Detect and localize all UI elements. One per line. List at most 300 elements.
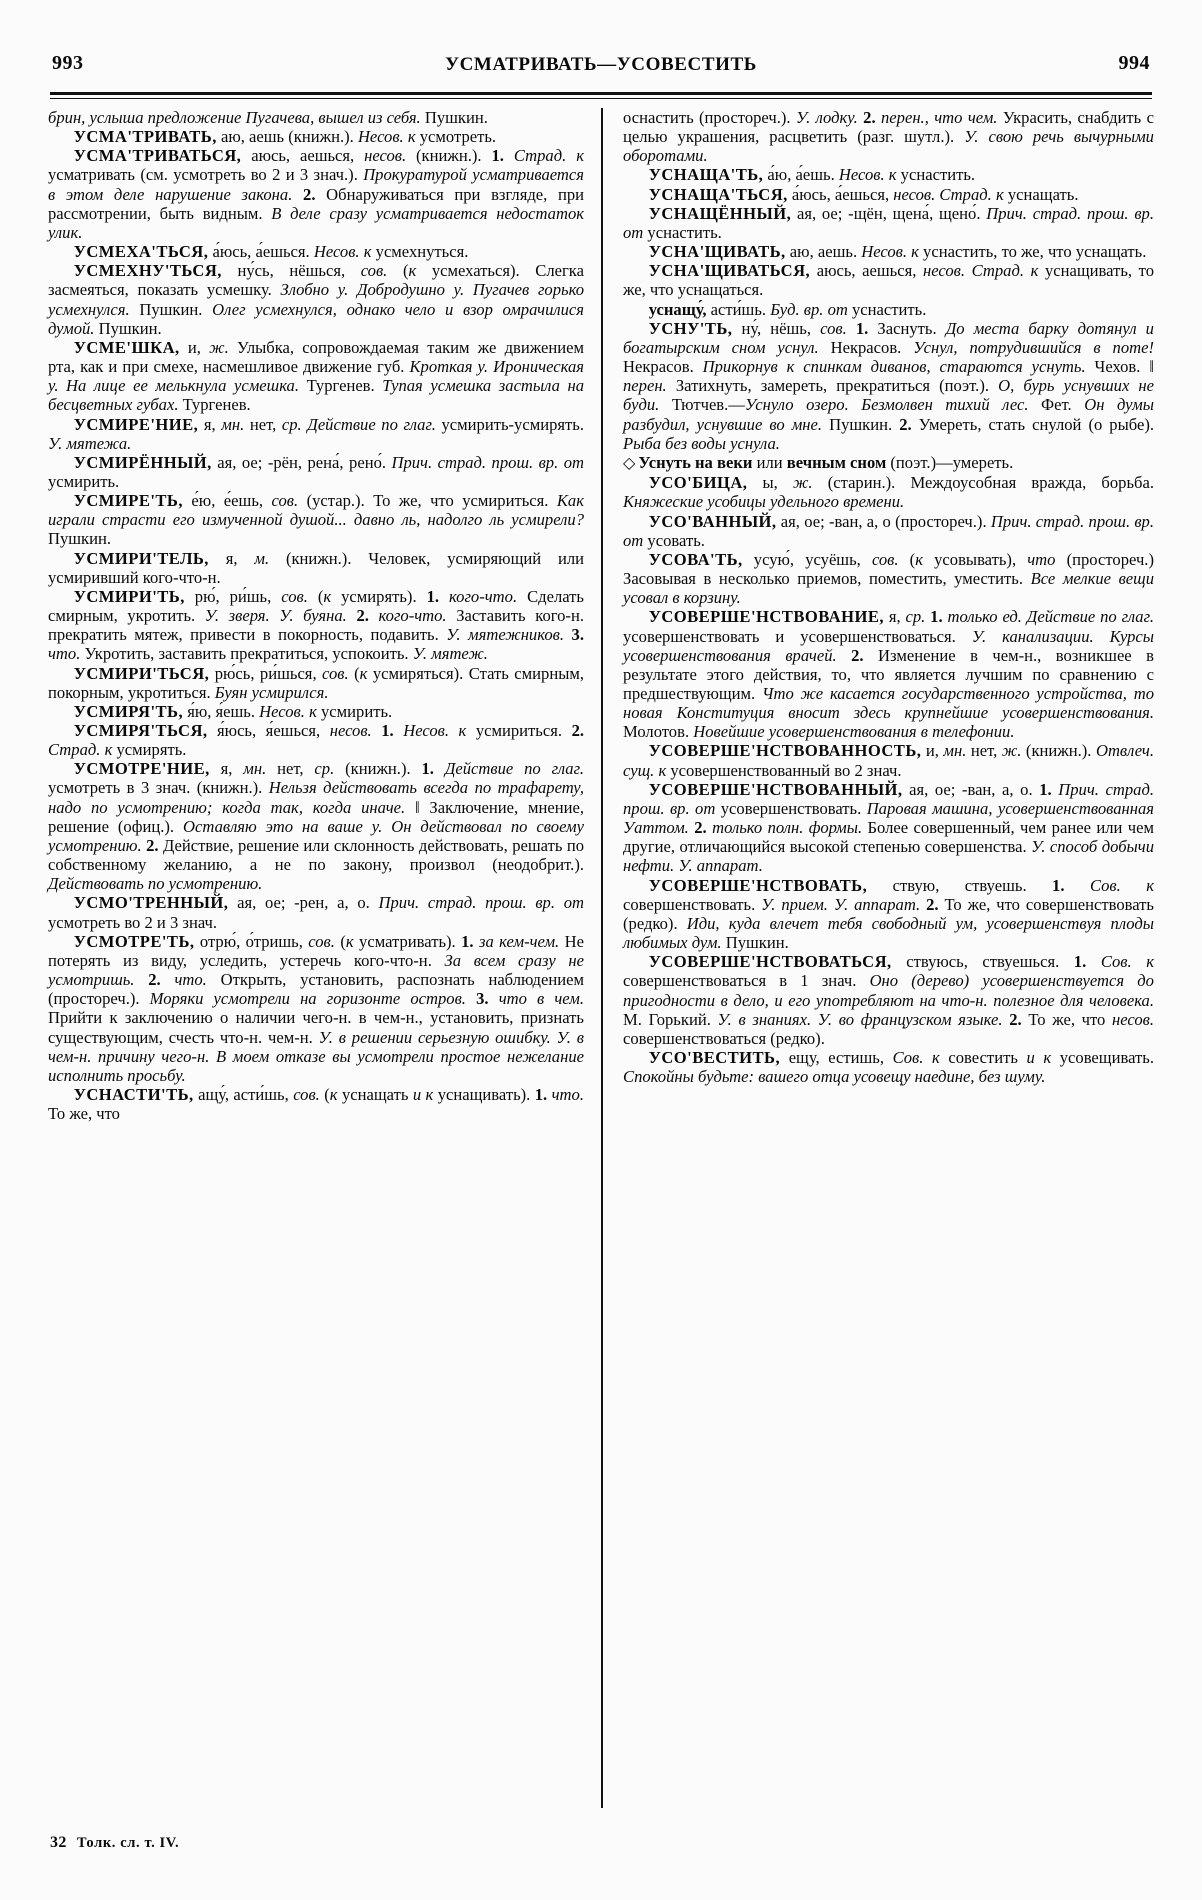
idiom-definition: умереть.	[952, 452, 1014, 472]
entry-definition-run	[134, 970, 148, 989]
entry-definition-run: (	[319, 1084, 330, 1104]
entry-definition-run: Спокойны будьте: вашего отца усовещу наедине, без шуму.	[623, 1067, 1046, 1087]
entry-definition-run: 2.	[146, 835, 159, 855]
entry-definition-run: сов.	[281, 586, 308, 606]
dictionary-entry	[623, 607, 1154, 741]
entry-definition-run: Кроткая у. Ироническая у. На лице ее мелькнула усмешка.	[48, 357, 584, 396]
entry-definition-run: (	[387, 261, 409, 281]
dictionary-entry	[48, 1085, 584, 1123]
entry-definition-run: мн.	[943, 741, 967, 761]
entry-definition-run: усовершенствовать.	[715, 798, 867, 818]
entry-definition-run: уснастить.	[643, 222, 722, 242]
entry-definition-run: У. мятеж.	[412, 644, 488, 664]
entry-definition-run: Несов.	[357, 127, 404, 147]
entry-definition-run: 1.	[426, 586, 440, 606]
dictionary-entry	[48, 261, 584, 338]
dictionary-entry	[48, 721, 584, 759]
entry-grammar: аю, аешь (книжн.).	[216, 127, 358, 147]
dictionary-entry	[623, 550, 1154, 607]
dictionary-entry	[48, 415, 584, 453]
entry-grammar: и,	[921, 741, 944, 761]
entry-definition-run	[434, 759, 445, 778]
entry-headword: УСО'ВЕСТИТЬ,	[648, 1047, 781, 1067]
entry-definition-run: У. канализации. Курсы усовершенствования врачей.	[623, 626, 1155, 665]
entry-definition-run: Буд. вр. от	[770, 299, 848, 319]
entry-headword: УСОВЕРШЕ'НСТВОВАННОСТЬ,	[648, 741, 922, 761]
entry-definition-run	[923, 1048, 932, 1067]
entry-definition-run: ср.	[905, 607, 926, 627]
entry-definition-run: ж.	[792, 473, 813, 493]
entry-grammar: ну́сь, нёшься,	[221, 261, 361, 281]
entry-definition-run: и к	[412, 1084, 434, 1104]
diamond-icon: ◇	[623, 454, 636, 472]
entry-definition-run: Улыбка, сопровождаемая таким же движением рта, как и при смехе, насмешливое движение губ.	[48, 337, 584, 377]
entry-definition-run: к	[458, 721, 467, 740]
dictionary-entry	[48, 491, 584, 548]
entry-definition-run: Что же касается государственного устройства, то новая Конституция вносит здесь крупнейшие усовершенствования.	[623, 684, 1155, 723]
idiom-label: (поэт.)—	[886, 452, 953, 472]
quotation-attribution: Пушкин.	[420, 108, 488, 127]
entry-definition-run: 2.	[571, 721, 585, 740]
entry-grammar: аюсь, аешься,	[241, 146, 365, 166]
dictionary-entry	[623, 952, 1154, 1048]
entry-definition-run: Некрасов.	[623, 357, 703, 377]
entry-definition-run: Прикорнув к спинкам диванов, стараются уснуть.	[702, 357, 1086, 377]
entry-definition-run: Не потерять из виду, уследить, устеречь кого-что-н.	[48, 931, 584, 970]
entry-definition-run: 1.	[1039, 779, 1052, 799]
entry-definition-run: к	[407, 127, 416, 147]
entry-definition-run: несов.	[1112, 1009, 1154, 1029]
entry-definition-run: Чехов. ‖	[1085, 357, 1154, 377]
entry-definition-run: к	[359, 663, 368, 683]
entry-definition-run: совестить	[939, 1047, 1027, 1067]
entry-grammar: я,	[208, 548, 255, 568]
entry-grammar: я,	[209, 759, 244, 779]
entry-definition-run	[1086, 952, 1101, 971]
entry-definition-run: Тупая усмешка застыла на бесцветных губах.	[48, 376, 585, 415]
entry-definition-run: нет,	[966, 741, 1002, 761]
entry-grammar: аю, аешь.	[785, 242, 862, 262]
entry-headword: УСНА'ЩИВАТЬСЯ,	[648, 261, 811, 281]
entry-definition-run: У. прием. У. аппарат.	[761, 894, 921, 914]
entry-definition-run: сов.	[308, 931, 335, 951]
entry-definition-run: У. способ добычи нефти. У. аппарат.	[623, 837, 1154, 876]
entry-definition-run: (старин.). Междоусобная вражда, борьба.	[812, 473, 1154, 493]
entry-definition-run: (	[307, 586, 324, 606]
entry-definition-run: 2.	[1009, 1009, 1022, 1029]
entry-definition-run: (простореч.) Засовывая в несколько приемов, поместить, уместить.	[623, 549, 1154, 589]
entry-headword: УСМИРЕ'ТЬ,	[73, 491, 183, 511]
folio-left: 993	[52, 52, 84, 74]
entry-grammar: а́ю, а́ешь.	[763, 165, 839, 185]
entry-definition-run: О, бурь уснувших не буди.	[623, 376, 1155, 415]
entry-definition-run: Новейшие усовершенствования в телефонии.	[693, 722, 1015, 742]
dictionary-entry	[48, 127, 584, 146]
entry-grammar: я,	[198, 414, 222, 434]
entry-definition-run: за кем-чем.	[479, 931, 560, 951]
entry-definition-run: Пушкин.	[94, 318, 162, 338]
entry-definition-run: усмехаться). Слегка засмеяться, показать усмешку.	[48, 261, 584, 300]
entry-grammar: а́юсь, а́ешься,	[787, 184, 894, 204]
entry-headword: УСМА'ТРИВАТЬСЯ,	[73, 146, 242, 166]
entry-definition-run: Рыба без воды уснула.	[623, 433, 780, 453]
entry-definition-run: к	[911, 242, 919, 262]
entry-definition-run: нет,	[266, 759, 315, 779]
quotation-text: брин, услыша предложение Пугачева, вышел из себя.	[48, 108, 421, 127]
entry-definition-run: к	[345, 931, 354, 951]
dictionary-entry	[48, 664, 584, 702]
entry-definition-run: (устар.). То же, что усмириться.	[298, 491, 557, 511]
entry-definition-run: усмотреть в 3 знач. (книжн.).	[48, 778, 269, 798]
entry-headword: УСМОТРЕ'ТЬ,	[73, 931, 195, 951]
entry-grammar: рю́сь, ри́шься,	[209, 663, 323, 683]
entry-definition-run: что в чем.	[498, 989, 584, 1009]
entry-definition-run: Иди, куда влечет тебя свободный ум, усовершенствуя плоды любимых дум.	[623, 913, 1154, 953]
dictionary-entry	[623, 165, 1154, 184]
running-title: УСМАТРИВАТЬ—УСОВЕСТИТЬ	[445, 54, 757, 75]
entry-headword: УСМОТРЕ'НИЕ,	[73, 759, 210, 779]
entry-definition-run: Все мелкие вещи усовал в корзину.	[623, 569, 1154, 608]
entry-definition-run: совершенствоваться в 1 знач.	[623, 971, 870, 991]
entry-definition-run: 1.	[1073, 952, 1087, 972]
entry-definition-run: У. мятежников.	[446, 625, 565, 645]
folio-right: 994	[1118, 52, 1150, 74]
dictionary-entry	[48, 587, 584, 664]
entry-grammar: ая, ое; -ван, а, о.	[902, 779, 1040, 799]
dictionary-entry	[623, 319, 1154, 453]
entry-definition-run: Заснуть.	[868, 318, 946, 338]
entry-definition-run: 1.	[461, 931, 474, 951]
entry-definition-run: Сов.	[892, 1047, 924, 1067]
entry-definition-run: сов.	[871, 549, 899, 569]
entry-definition-run: Несов.	[259, 701, 305, 721]
entry-definition-run: усмириться.	[466, 721, 572, 740]
entry-definition-run: (	[348, 663, 360, 683]
entry-definition-run: усмотреть во 2 и 3 знач.	[48, 912, 218, 932]
entry-grammar: аюсь, аешься,	[810, 261, 923, 281]
entry-definition-run: Умереть, стать снулой (о рыбе).	[911, 414, 1155, 434]
entry-definition-run: 1.	[1052, 875, 1065, 895]
entry-definition-run: уснастить, то же, что уснащать.	[918, 242, 1147, 262]
dictionary-entry	[623, 242, 1154, 261]
entry-definition-run: ср.	[314, 759, 335, 779]
entry-definition-run: усовещивать.	[1051, 1047, 1154, 1067]
entry-definition-run	[564, 625, 572, 644]
entry-definition-run: сов.	[293, 1084, 320, 1104]
entry-definition-run: сов.	[322, 663, 349, 683]
entry-definition-run: к	[576, 146, 584, 166]
entry-definition-run: Уснул, потрудившийся в поте!	[913, 337, 1155, 357]
entry-definition-run: 2.	[851, 645, 864, 665]
entry-headword: УСНАЩЁННЫЙ,	[648, 203, 792, 223]
entry-headword: УСО'БИЦА,	[648, 473, 748, 493]
entry-definition-run: несов. Страд.	[922, 261, 1024, 281]
continuation-run: У. лодку.	[795, 108, 858, 127]
entry-definition-run: (	[898, 549, 916, 569]
entry-definition-run: М. Горький.	[623, 1009, 718, 1029]
entry-grammar: отрю́, о́тришь,	[194, 931, 309, 951]
entry-definition-run: усмиряться). Стать смирным, покорным, укротиться.	[48, 663, 584, 702]
entry-definition-run: Он думы разбудил, уснувшие во мне.	[623, 395, 1154, 434]
entry-definition-run	[1024, 261, 1031, 280]
entry-definition-run: Сов.	[1100, 952, 1132, 972]
entry-definition-run: Более совершенный, чем ранее или чем другие, отличающийся высокой степенью совершенства.	[623, 818, 1154, 857]
entry-grammar: ну́, нёшь,	[732, 318, 821, 338]
dictionary-entry	[623, 780, 1154, 876]
entry-headword: УСМА'ТРИВАТЬ,	[73, 127, 217, 147]
signature-number: 32	[50, 1834, 67, 1851]
entry-definition-run	[161, 970, 175, 989]
entry-definition-run: Изменение в чем-н., возникшее в результате этого действия, то, что является лучшим по сравнению с предшествующим.	[623, 645, 1154, 703]
entry-definition-run	[1065, 876, 1090, 895]
entry-definition-run: (книжн.).	[1021, 741, 1096, 761]
entry-headword: УСМЕХА'ТЬСЯ,	[73, 242, 209, 262]
entry-definition-run: Заставить кого-н. прекратить мятеж, привести в покорность, подавить.	[48, 606, 584, 645]
entry-definition-run: совершенствовать.	[623, 894, 762, 914]
entry-definition-run: Сделать смирным, укротить.	[48, 586, 585, 626]
dictionary-entry	[48, 453, 584, 491]
entry-definition-run: 1.	[855, 318, 869, 338]
entry-definition-run: Несов.	[838, 165, 885, 185]
entry-definition-run: несов. Страд.	[893, 184, 992, 204]
continuation-run: Украсить, снабдить с целью украшения, расцветить (разг. шутл.).	[623, 108, 1154, 147]
entry-definition-run: Злобно у. Добродушно у. Пугачев горько усмехнулся.	[48, 280, 584, 319]
entry-definition-run: к	[329, 1084, 338, 1104]
page-body	[48, 108, 1154, 1808]
entry-definition-run: 2.	[148, 970, 161, 990]
entry-headword: УСОВЕРШЕ'НСТВОВАТЬСЯ,	[648, 952, 892, 972]
entry-definition-run: (книжн.).	[334, 759, 422, 779]
entry-definition-run: несов.	[364, 146, 407, 166]
entry-definition-run: 3.	[476, 989, 489, 1009]
entry-definition-run: 2.	[356, 606, 369, 626]
entry-definition-run: усовывать),	[922, 549, 1028, 569]
entry-definition-run: У. зверя. У. буяна.	[204, 606, 347, 626]
dictionary-entry	[48, 549, 584, 587]
entry-definition-run: Пушкин.	[822, 414, 900, 434]
entry-definition-run: уснастить.	[847, 299, 927, 319]
entry-headword: УСНА'ЩИВАТЬ,	[648, 242, 786, 262]
entry-definition-run: усмирять).	[331, 586, 427, 606]
entry-headword: УСМИРЁННЫЙ,	[73, 452, 212, 472]
entry-definition-run: То же, что	[48, 1104, 120, 1124]
entry-headword: УСМИРЕ'НИЕ,	[73, 414, 199, 434]
entry-definition-run: м.	[254, 548, 270, 568]
entry-grammar: ащу́, асти́шь,	[193, 1084, 294, 1104]
entry-definition-run: У. в решении серьезную ошибку. У. в чем-н. причину чего-н. В моем отказе вы усмотрели простое нежелание исполнить просьбу.	[48, 1027, 584, 1085]
entry-definition-run: Как играли страсти его измученной душой... давно ль, надолго ль усмирели?	[48, 491, 584, 530]
entry-grammar: я́юсь, я́ешься,	[207, 721, 330, 740]
entry-definition-run	[566, 146, 576, 165]
entry-definition-run: 1.	[491, 146, 504, 166]
entry-headword: уснащу́,	[648, 299, 707, 319]
entry-definition-run: нет,	[244, 414, 282, 434]
entry-definition-run: ср. Действие по глаг.	[281, 414, 436, 434]
entry-definition-run	[347, 606, 357, 625]
entry-definition-run	[439, 587, 449, 606]
entry-definition-run: Несов.	[403, 721, 449, 740]
entry-definition-run: Укротить, заставить прекратиться, успокоить.	[80, 644, 413, 664]
entry-definition-run: к	[323, 586, 332, 606]
entry-grammar: ая, ое; -ван, а, о (простореч.).	[776, 511, 991, 531]
entry-definition-run: 1.	[421, 759, 434, 779]
entry-grammar: ая, ое; -рён, рена́, рено́.	[211, 452, 392, 472]
entry-definition-run: Прич. страд. прош. вр. от	[623, 203, 1154, 242]
entry-definition-run: Оставляю это на ваше у. Он действовал по своему усмотрению.	[48, 816, 584, 855]
entry-definition-run: усовершенствованный во 2 знач.	[666, 760, 902, 780]
entry-definition-run: только ед. Действие по глаг.	[947, 607, 1154, 627]
entry-definition-run: ж.	[209, 337, 229, 357]
entry-grammar: ствую, ствуешь.	[867, 875, 1053, 895]
entry-definition-run: усовершенствовать и усовершенствоваться.	[623, 626, 972, 646]
entry-grammar: ая, ое; -щён, щена́, щено́.	[791, 203, 987, 223]
entry-grammar: я́ю, я́ешь.	[183, 701, 260, 721]
header-rule-thick	[50, 92, 1152, 95]
header-rule-thin	[50, 98, 1152, 99]
dictionary-entry	[623, 204, 1154, 242]
entry-definition-run: Моряки усмотрели на горизонте остров.	[149, 989, 466, 1009]
entry-definition-run: усмирить-усмирять.	[435, 414, 584, 434]
entry-definition-run: усмирять.	[112, 740, 187, 760]
idiom-phrase: Уснуть на веки	[638, 452, 753, 472]
continuation-paragraph	[623, 108, 1154, 165]
entry-definition-run: Фет.	[1028, 395, 1085, 415]
entry-definition-run: Страд.	[48, 740, 101, 760]
entry-headword: УСМИРИ'ТЬ,	[73, 586, 185, 606]
signature-line	[50, 1834, 179, 1852]
entry-definition-run: 1.	[930, 607, 943, 627]
dictionary-entry	[623, 261, 1154, 299]
entry-headword: УСМО'ТРЕННЫЙ,	[73, 893, 229, 913]
dictionary-entry	[48, 242, 584, 261]
entry-definition-run	[449, 721, 459, 740]
continuation-run: 2.	[863, 108, 876, 127]
entry-headword: УСНУ'ТЬ,	[648, 318, 733, 338]
dictionary-entry	[48, 893, 584, 931]
entry-definition-run: усмирить.	[316, 701, 393, 721]
entry-definition-run	[466, 989, 476, 1008]
entry-definition-run: ж.	[1001, 741, 1022, 761]
entry-headword: УСМЕХНУ'ТЬСЯ,	[73, 261, 222, 281]
dictionary-entry	[623, 512, 1154, 550]
dictionary-entry	[48, 146, 584, 242]
entry-definition-run: То же, что	[1021, 1009, 1113, 1029]
dictionary-entry	[623, 185, 1154, 204]
entry-definition-run	[369, 606, 379, 625]
entry-definition-run: Молотов.	[623, 722, 694, 742]
entry-definition-run: к	[309, 701, 317, 721]
entry-definition-run	[292, 185, 303, 204]
entry-definition-run: Некрасов.	[818, 337, 914, 357]
entry-grammar: е́ю, е́ешь,	[182, 491, 272, 511]
entry-definition-run: Тургенев.	[178, 395, 251, 415]
entry-definition-run: 3.	[571, 625, 584, 645]
entry-definition-run: к	[658, 760, 667, 780]
entry-definition-run: к	[915, 549, 923, 569]
entry-grammar: рю́, ри́шь,	[184, 586, 282, 606]
entry-definition-run: (книжн.).	[406, 146, 492, 166]
entry-definition-run: Сов.	[1089, 875, 1121, 895]
entry-definition-run: усматривать).	[353, 931, 462, 951]
entry-definition-run: Пушкин.	[48, 529, 112, 549]
entry-definition-run	[847, 319, 856, 338]
entry-grammar: ы,	[747, 473, 793, 493]
dictionary-entry	[48, 932, 584, 1085]
entry-definition-run: к	[408, 261, 417, 281]
entry-definition-run: Олег усмехнулся, однако чело и взор омрачилися думой.	[48, 299, 585, 338]
continuation-run: оснастить (простореч.).	[623, 108, 796, 127]
entry-definition-run	[372, 721, 382, 740]
entry-headword: УСНАЩА'ТЬ,	[648, 165, 764, 185]
entry-definition-run	[1121, 876, 1146, 895]
column-right	[601, 108, 1154, 1808]
entry-definition-run: уснащать.	[1003, 184, 1079, 204]
entry-definition-run: Открыть, установить, распознать наблюдением (простореч.).	[48, 970, 584, 1009]
entry-definition-run: Действие по глаг.	[444, 759, 584, 779]
entry-definition-run: кого-что.	[449, 586, 518, 606]
entry-grammar: а́юсь, а́ешься.	[208, 242, 314, 262]
entry-grammar: я,	[883, 607, 906, 627]
idiom-conjunction: или	[752, 452, 787, 472]
entry-definition-run: Обнаруживаться при взгляде, при рассмотрении, быть видным.	[48, 184, 585, 223]
entry-definition-run: Прич. страд. прош. вр. от	[623, 511, 1155, 550]
entry-definition-run: В деле сразу усматривается недостаток улик.	[48, 203, 585, 242]
entry-definition-run: к	[888, 165, 897, 185]
entry-definition-run: То же, что совершенствовать (редко).	[623, 894, 1154, 933]
entry-definition-run: Прич. страд. прош. вр. от	[623, 779, 1155, 818]
idiom-block	[623, 453, 1154, 473]
entry-definition-run: Княжеские усобицы удельного времени.	[623, 492, 905, 512]
entry-definition-run: усовать.	[643, 530, 705, 550]
idiom-phrase-alt: вечным сном	[786, 452, 887, 472]
entry-grammar: ещу, естишь,	[780, 1047, 893, 1067]
entry-definition-run: сов.	[360, 261, 388, 281]
entry-headword: УСО'ВАННЫЙ,	[648, 511, 777, 531]
entry-definition-run: (книжн.). Человек, усмиряющий или усмиривший кого-что-н.	[48, 548, 584, 587]
entry-grammar: асти́шь.	[706, 299, 771, 319]
entry-definition-run: Прийти к заключению о наличии чего-н. в чем-н., установить, признать существующим, счесть что-н. чем-н.	[48, 1008, 584, 1047]
entry-definition-run: усмирить.	[48, 471, 120, 491]
entry-definition-run: 2.	[899, 414, 912, 434]
entry-definition-run: Прич. страд. прош. вр. от	[378, 893, 585, 913]
entry-definition-run: к	[104, 740, 113, 760]
entry-definition-run	[394, 721, 404, 740]
entry-definition-run: Действие, решение или склонность действовать, решать по собственному желанию, а не по закону, произвол (неодобрит.).	[48, 835, 584, 875]
entry-grammar: и,	[179, 337, 210, 357]
entry-definition-run: совершенствоваться (редко).	[623, 1028, 825, 1048]
entry-definition-run: Тютчев.—	[659, 395, 745, 415]
continuation-run: перен., что чем.	[881, 108, 998, 127]
entry-definition-run: Оно (дерево) усовершенствуется до пригодности в дело, и его употребляют на что-н. полезное для человека.	[623, 971, 1154, 1010]
dictionary-entry	[48, 338, 584, 415]
entry-definition-run: Несов.	[313, 242, 360, 262]
entry-definition-run: что.	[551, 1084, 584, 1104]
entry-definition-run: Уснуло озеро. Безмолвен тихий лес.	[744, 395, 1029, 415]
entry-definition-run: 2.	[303, 184, 316, 204]
dictionary-entry	[623, 1048, 1154, 1086]
entry-definition-run: усмотреть.	[415, 127, 497, 147]
entry-grammar: усую́, усуёшь,	[742, 549, 872, 569]
entry-definition-run: 2.	[694, 818, 707, 838]
entry-definition-run: мн.	[243, 759, 267, 779]
entry-definition-run: Несов.	[861, 242, 907, 262]
entry-definition-run: ‖ Заключение, мнение, решение (офиц.).	[48, 797, 584, 836]
dictionary-entry	[623, 741, 1154, 779]
entry-definition-run: что.	[174, 970, 207, 990]
entry-definition-run: уснастить.	[896, 165, 976, 185]
entry-definition-run: 2.	[926, 894, 939, 914]
entry-headword: УСМЕ'ШКА,	[73, 337, 180, 357]
